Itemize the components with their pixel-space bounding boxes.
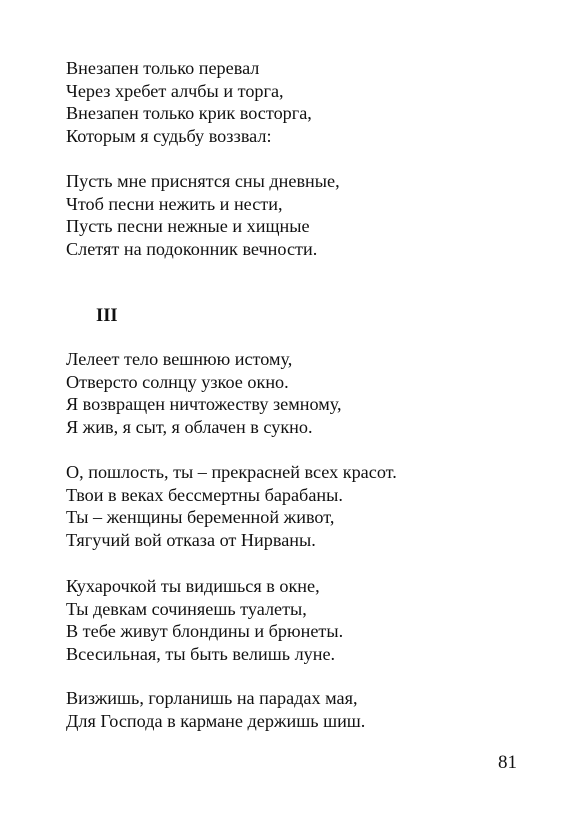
stanza-4 [66, 461, 546, 551]
stanza-2 [66, 170, 546, 260]
poem-line: Которым я судьбу воззвал: [66, 125, 272, 146]
poem-line: О, пошлость, ты – прекрасней всех красот. [66, 462, 397, 482]
poem-line: Ты – женщины беременной живот, [66, 507, 335, 528]
poem-line: Визжишь, горланишь на парадах мая, [66, 688, 358, 708]
poem-line: Внезапен только перевал [66, 58, 260, 78]
poem-line: Чтоб песни нежить и нести, [66, 193, 283, 214]
poem-line: Для Господа в кармане держишь шиш. [66, 710, 366, 731]
poem-line: Отверсто солнцу узкое окно. [66, 371, 289, 392]
section-number: III [96, 306, 118, 326]
poem-line: В тебе живут блондины и брюнеты. [66, 621, 344, 642]
poem-line: Тягучий вой отказа от Нирваны. [66, 529, 316, 550]
poem-line: Пусть мне приснятся сны дневные, [66, 171, 340, 191]
stanza-5 [66, 575, 546, 665]
poem-line: Я жив, я сыт, я облачен в сукно. [66, 416, 313, 437]
poem-line: Ты девкам сочиняешь туалеты, [66, 598, 307, 619]
poem-line: Слетят на подоконник вечности. [66, 238, 318, 259]
stanza-3 [66, 348, 546, 438]
poem-line: Твои в веках бессмертны барабаны. [66, 484, 343, 505]
poem-line: Внезапен только крик восторга, [66, 103, 312, 124]
poem-line: Через хребет алчбы и торга, [66, 80, 284, 101]
stanza-1 [66, 57, 546, 147]
poem-line: Кухарочкой ты видишься в окне, [66, 576, 320, 596]
stanza-6 [66, 687, 546, 732]
poem-line: Всесильная, ты быть велишь луне. [66, 643, 336, 664]
poem-line: Я возвращен ничтожеству земному, [66, 394, 342, 415]
page-number: 81 [498, 752, 517, 773]
poem-line: Лелеет тело вешнюю истому, [66, 349, 293, 369]
poem-line: Пусть песни нежные и хищные [66, 216, 310, 237]
